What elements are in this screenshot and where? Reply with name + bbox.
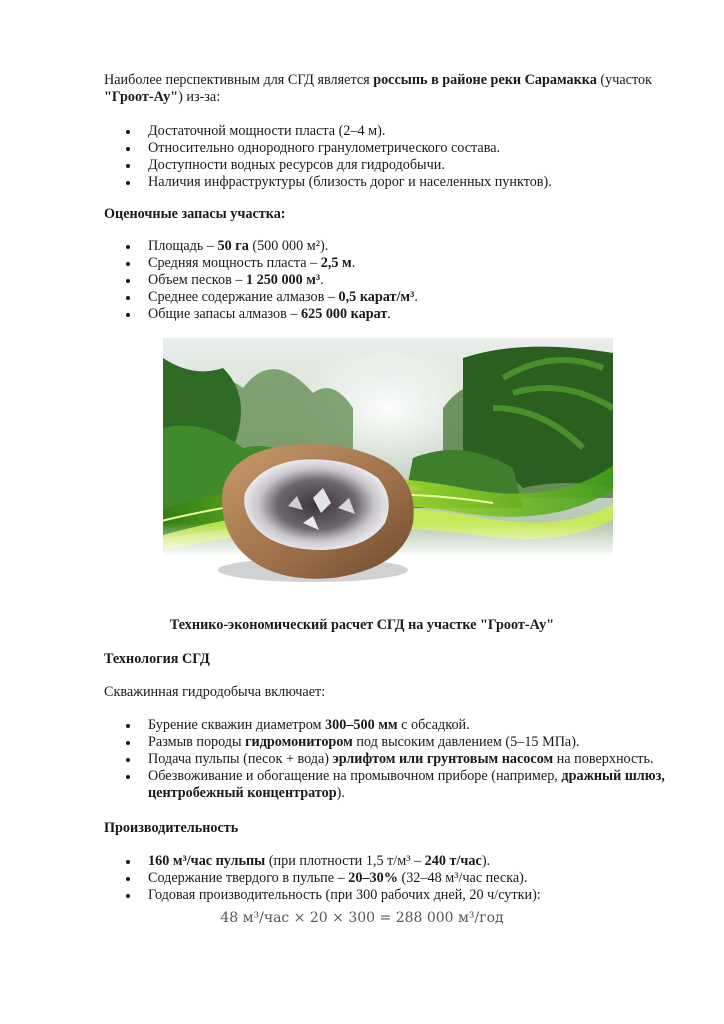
list-item: Подача пульпы (песок + вода) эрлифтом или грунтовым насосом на поверхность. [104,751,674,768]
list-item: Бурение скважин диаметром 300–500 мм с обсадкой. [104,717,674,734]
list-item: Обезвоживание и обогащение на промывочном приборе (например, дражный шлюз, центробежный концентратор). [104,768,674,802]
technology-intro: Скважинная гидродобыча включает: [104,684,326,700]
list-item: Наличия инфраструктуры (близость дорог и населенных пунктов). [104,174,674,191]
list-item: Общие запасы алмазов – 625 000 карат. [104,306,674,323]
list-item: Среднее содержание алмазов – 0,5 карат/м³. [104,289,674,306]
list-item: Размыв породы гидромонитором под высоким давлением (5–15 МПа). [104,734,674,751]
productivity-list [104,853,674,904]
technology-list [104,717,674,802]
annual-output-formula: 48 м³/час × 20 × 300 = 288 000 м³/год [220,910,504,926]
list-item: Площадь – 50 га (500 000 м²). [104,238,674,255]
list-item: Содержание твердого в пульпе – 20–30% (32–48 м³/час песка). [104,870,674,887]
figure-caption: Технико-экономический расчет СГД на участке "Гроот-Ау" [169,617,555,633]
list-item: Годовая производительность (при 300 рабочих дней, 20 ч/сутки): [104,887,674,904]
list-item: Относительно однородного гранулометрического состава. [104,140,674,157]
productivity-heading: Производительность [104,820,239,836]
geode-jungle-photo [163,338,613,590]
reserves-heading: Оценочные запасы участка: [104,206,286,222]
list-item: Доступности водных ресурсов для гидродобычи. [104,157,674,174]
technology-heading: Технология СГД [104,651,210,667]
list-item: Объем песков – 1 250 000 м³. [104,272,674,289]
list-item: 160 м³/час пульпы (при плотности 1,5 т/м³ – 240 т/час). [104,853,674,870]
intro-paragraph: Наиболее перспективным для СГД является россыпь в районе реки Сарамакка (участок "Гроот-Ау") из-за: [104,72,652,105]
list-item: Достаточной мощности пласта (2–4 м). [104,123,674,140]
reserves-list [104,238,674,323]
reasons-list [104,123,674,191]
list-item: Средняя мощность пласта – 2,5 м. [104,255,674,272]
